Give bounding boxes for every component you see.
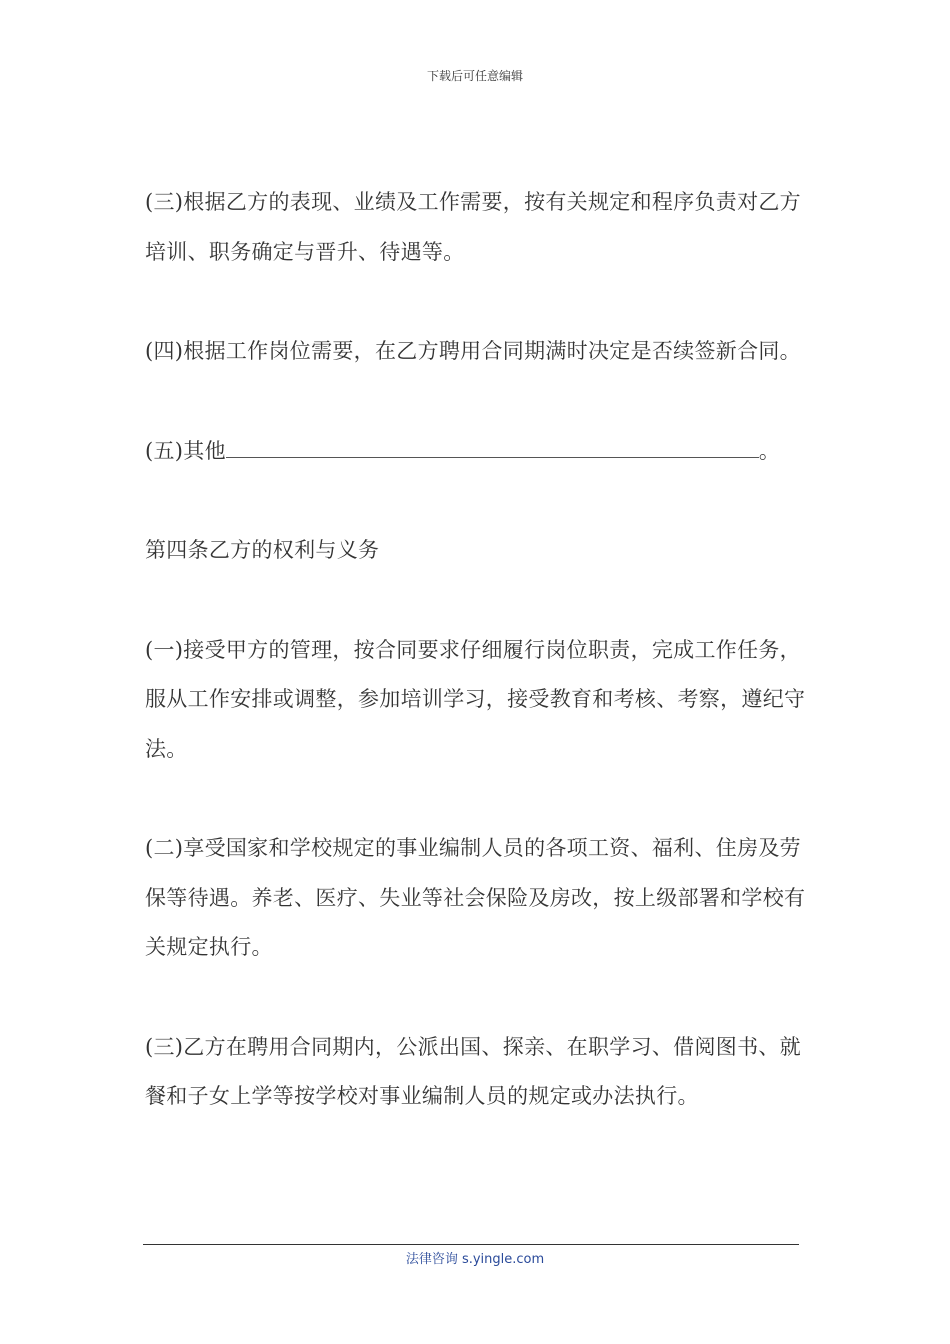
paragraph-3-4: (四)根据工作岗位需要，在乙方聘用合同期满时决定是否续签新合同。 [145,339,801,363]
fill-in-blank [226,435,759,458]
paragraph-3-3: (三)根据乙方的表现、业绩及工作需要，按有关规定和程序负责对乙方培训、职务确定与晋升、待遇等。 [145,190,801,264]
paragraph-4-3: (三)乙方在聘用合同期内，公派出国、探亲、在职学习、借阅图书、就餐和子女上学等按学校对事业编制人员的规定或办法执行。 [145,1034,801,1108]
paragraph-3-5 [145,427,810,477]
paragraph-4-2: (二)享受国家和学校规定的事业编制人员的各项工资、福利、住房及劳保等待遇。养老、医疗、失业等社会保险及房改，按上级部署和学校有关规定执行。 [145,836,806,959]
footer-divider [143,1244,799,1245]
paragraph-4-1: (一)接受甲方的管理，按合同要求仔细履行岗位职责，完成工作任务，服从工作安排或调整，参加培训学习，接受教育和考核、考察，遵纪守法。 [145,637,806,761]
paragraph-3-5-suffix: 。 [758,438,781,463]
article-4-heading: 第四条乙方的权利与义务 [145,538,380,562]
footer-link[interactable]: 法律咨询 s.yingle.com [405,1252,545,1267]
paragraph-3-5-prefix: (五)其他 [145,438,226,463]
header-note: 下载后可任意编辑 [426,69,523,83]
document-body [145,178,810,1172]
